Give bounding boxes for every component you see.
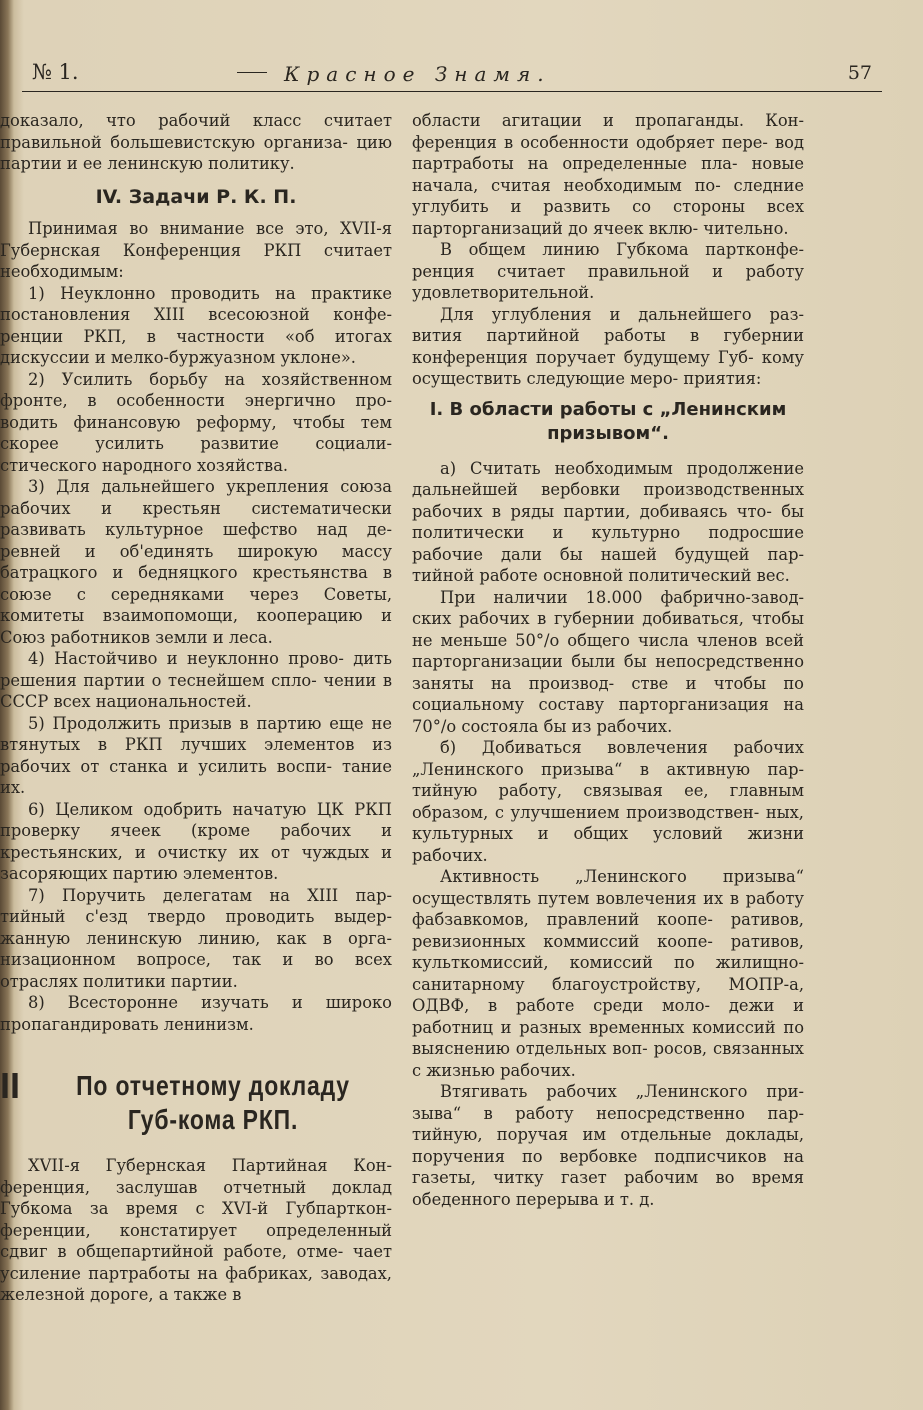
text-line: конференция поручает будущему Губ- (412, 347, 754, 367)
text-line: тийную, поручая им отдельные доклады, (412, 1125, 804, 1144)
text-line: и засоряющих партию элементов. (0, 842, 392, 883)
text-line: дискуссии и мелко-буржуазном уклоне». (0, 348, 356, 367)
text-line: В общем линию Губкома партконфе- (440, 240, 804, 259)
text-line: Активность „Ленинского призыва“ (440, 867, 804, 886)
text-line: ративов, ревизионных коммиссий коопе- (412, 910, 804, 951)
text-line: сдвиг в общепартийной работе, отме- (0, 1242, 344, 1261)
text-line: ских рабочих в губернии добиваться, (412, 609, 744, 628)
text-line: жилищно-санитарному благоустройству, (412, 953, 804, 994)
text-line: низационном вопросе, так и во всех (0, 950, 392, 969)
paragraph-agitation (412, 110, 804, 239)
text-line: тийной работе основной политический (412, 566, 752, 585)
right-column (412, 110, 804, 1210)
paragraph-approval (412, 239, 804, 304)
text-line: „Ленинского призыва“ в активную пар- (412, 759, 804, 779)
text-line: стве и чтобы по социальному составу (412, 673, 804, 714)
text-line: газеты, читку газет рабочим во время (412, 1168, 804, 1187)
text-line: ревней и об'единять широкую массу (0, 541, 392, 561)
text-line: новые начала, считая необходимым по- (412, 154, 804, 195)
text-line: правильной большевистскую организа- (0, 132, 348, 152)
text-line: дить решения партии о теснейшем спло- (0, 649, 392, 690)
text-line: чтобы не меньше 50°/о общего числа (412, 609, 804, 650)
text-line: Губкома за время с XVI-й Губпарткон- (0, 1199, 392, 1218)
text-line: При наличии 18.000 фабрично-завод- (440, 587, 804, 607)
section-2-text (0, 1155, 392, 1306)
text-line: рабочие дали бы нашей будущей пар- (412, 544, 804, 564)
paragraph-activity (412, 866, 804, 1081)
paragraph-b (412, 737, 804, 866)
text-line: обеденного перерыва и т. д. (412, 1189, 655, 1209)
text-line: тийную работу, связывая ее, главным (412, 781, 804, 800)
resolution-item (0, 885, 392, 993)
text-line: 6) Целиком одобрить начатую ЦК (28, 799, 344, 819)
header-rule (22, 91, 882, 92)
paragraph-a (412, 458, 804, 587)
resolution-item (0, 476, 392, 648)
text-line: 1) Неуклонно проводить на практике (28, 283, 392, 303)
text-line: дальнейшей вербовки производственных (412, 480, 804, 499)
section-1-title: I. В области работы с „Ленинским призывом“. (429, 398, 787, 444)
text-line: следние углубить и развить со стороны (412, 175, 804, 216)
text-line: ренции РКП, в частности «об итогах (0, 326, 392, 346)
text-line: МОПР-а, ОДВФ, в работе среди моло- (412, 974, 804, 1015)
text-line: из рабочих. (571, 716, 673, 736)
text-line: 8) Всесторонне изучать и широко (28, 993, 392, 1012)
text-line: ференции, констатирует определенный (0, 1220, 392, 1240)
paragraph-involve (412, 1081, 804, 1210)
paragraph-workers-count (412, 587, 804, 738)
text-line: удовлетворительной. (412, 283, 595, 302)
paragraph-measures (412, 304, 804, 390)
text-line: не втянутых в РКП лучших элементов (0, 713, 392, 754)
text-line: чает усиление партработы на фабриках, (0, 1242, 392, 1283)
text-line: 3) Для дальнейшего укрепления союза (28, 477, 392, 496)
text-line: жизни рабочих. (412, 824, 804, 865)
text-line: непосредственно заняты на производ- (412, 652, 804, 693)
text-line: вод партработы на определенные пла- (412, 132, 804, 173)
text-line: а) Считать необходимым продолжение (440, 458, 804, 478)
resolution-item (0, 799, 392, 885)
text-line: парторганизация на 70°/о состояла бы (412, 695, 804, 736)
text-line: необходимым: (0, 262, 124, 281)
page-header (22, 60, 892, 86)
text-line: фронте, в особенности энергично про- (0, 391, 392, 410)
text-line: ференция в особенности одобряет пере- (412, 132, 768, 152)
section-2-heading (0, 1065, 392, 1137)
journal-title: Красное Знамя. (284, 62, 551, 86)
text-line: тание их. (0, 756, 392, 797)
text-line: стического народного хозяйства. (0, 455, 289, 475)
page-number: 57 (847, 62, 872, 84)
text-line: ференция, заслушав отчетный доклад (0, 1177, 392, 1197)
text-line: водить финансовую реформу, чтобы (0, 412, 345, 432)
text-line: 7) Поручить делегатам на XIII пар- (28, 885, 392, 905)
text-line: вес. (756, 566, 790, 585)
text-line: отраслях политики партии. (0, 971, 238, 991)
text-line: ренция считает правильной и работу (412, 261, 804, 281)
resolution-items (0, 283, 392, 1036)
text-line: развивать культурное шефство над де- (0, 520, 392, 539)
text-line: области агитации и пропаганды. Кон- (412, 111, 804, 130)
text-line: дежи и работниц и разных временных (412, 996, 804, 1037)
text-line: постановления XIII всесоюзной конфе- (0, 305, 392, 324)
text-line: зыва“ в работу непосредственно пар- (412, 1103, 804, 1123)
text-line: кому осуществить следующие меро- (412, 347, 804, 388)
text-line: в союзе с середняками через Советы, (0, 563, 392, 604)
text-line: комиссий по выяснению отдельных воп- (412, 1017, 804, 1058)
text-line: образом, с улучшением производствен- (412, 802, 760, 822)
text-line: пропагандировать ленинизм. (0, 1014, 254, 1034)
text-line: членов всей парторганизации были бы (412, 630, 804, 671)
text-line: тийный с'езд твердо проводить выдер- (0, 907, 392, 926)
text-line: и Союз работников земли и леса. (0, 606, 392, 647)
text-line: рабочих и крестьян систематически (0, 498, 392, 518)
text-line: работу фабзавкомов, правлений коопе- (412, 888, 804, 929)
resolution-item (0, 369, 392, 477)
header-dash (237, 72, 267, 73)
resolution-item (0, 648, 392, 713)
section-4-title: IV. Задачи Р. К. П. (95, 185, 297, 208)
text-line: РКП проверку ячеек (кроме рабочих и (0, 799, 392, 840)
text-line: XVII-я Губернская Партийная Кон- (28, 1156, 392, 1175)
text-line: жанную ленинскую линию, как в орга- (0, 928, 392, 948)
text-line: 2) Усилить борьбу на хозяйственном (28, 369, 392, 389)
text-line: доказало, что рабочий класс считает (0, 111, 392, 130)
text-line: бы политически и культурно подросшие (412, 501, 804, 542)
section-2-roman: II (0, 1065, 21, 1106)
text-line: 4) Настойчиво и неуклонно прово- (28, 649, 344, 668)
text-line: Втягивать рабочих „Ленинского при- (440, 1082, 804, 1101)
left-column (0, 110, 392, 1306)
text-line: комитеты взаимопомощи, кооперацию (0, 606, 363, 625)
text-line: приятия: (683, 369, 762, 388)
text-line: 5) Продолжить призыв в партию еще (28, 713, 364, 733)
text-line: вития партийной работы в губернии (412, 326, 804, 345)
section-4-intro (0, 218, 392, 283)
text-line: ративов, культкомиссий, комиссий по (412, 931, 804, 972)
text-line: чительно. (703, 218, 789, 238)
text-line: осуществлять путем вовлечения их в (412, 888, 740, 908)
section-2-title: По отчетному докладу Губ-кома РКП. (76, 1070, 350, 1135)
text-line: рабочих в ряды партии, добиваясь что- (412, 501, 772, 521)
text-line: поручения по вербовке подписчиков на (412, 1146, 804, 1166)
resolution-item (0, 713, 392, 799)
text-line: заводах, железной дороге, а также в (0, 1263, 392, 1304)
text-line: крестьянских, и очистку их от чуждых (0, 842, 370, 862)
text-line: б) Добиваться вовлечения рабочих (440, 738, 804, 757)
text-line: тем скорее усилить развитие социали- (0, 412, 392, 453)
text-line: ных, культурных и общих условий (412, 802, 804, 843)
text-line: из рабочих от станка и усилить воспи- (0, 735, 392, 776)
issue-number: № 1. (32, 60, 79, 84)
text-line: Для углубления и дальнейшего раз- (440, 304, 804, 324)
text-line: чении в СССР всех национальностей. (0, 670, 393, 711)
text-line: батрацкого и бедняцкого крестьянства (0, 563, 368, 582)
text-line: Губернская Конференция РКП считает (0, 240, 392, 260)
text-line: всех парторганизаций до ячеек вклю- (412, 197, 805, 238)
text-line: Принимая во внимание все это, XVII-я (28, 219, 392, 238)
text-line: росов, связанных с жизнью рабочих. (412, 1039, 804, 1080)
intro-lines (0, 110, 392, 175)
resolution-item (0, 283, 392, 369)
text-line: цию партии и ее ленинскую политику. (0, 132, 392, 173)
resolution-item (0, 992, 392, 1035)
